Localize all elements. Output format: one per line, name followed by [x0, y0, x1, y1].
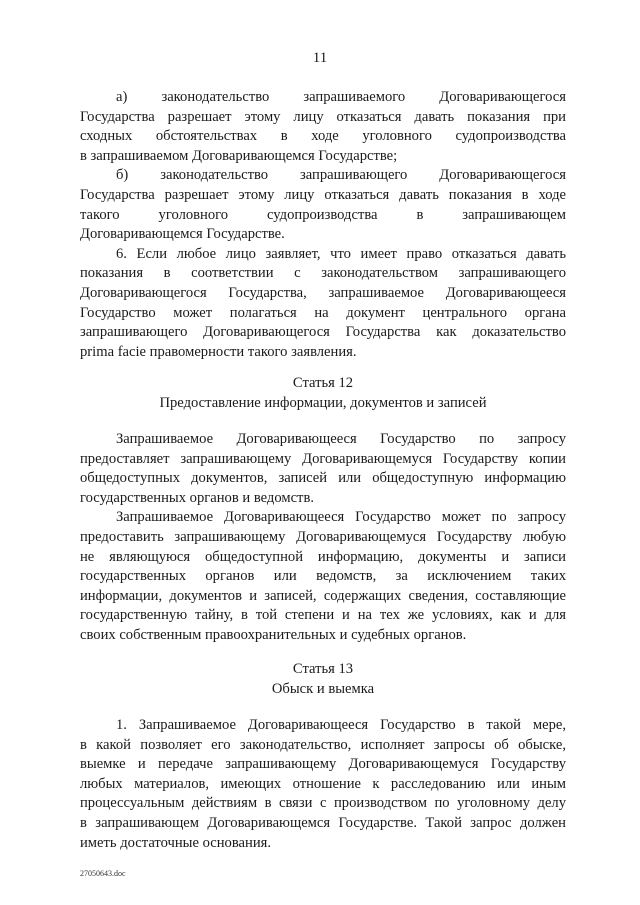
text-line: Запрашиваемое Договаривающееся Государство по запросу	[116, 431, 566, 447]
text-line: предоставляет запрашивающему Договаривающемуся Государству копии	[80, 450, 566, 467]
text-line: государственных органов или ведомств, за исключением таких	[80, 568, 566, 585]
article-title: Обыск и выемка	[271, 680, 375, 697]
text-line: 6. Если любое лицо заявляет, что имеет право отказаться давать	[116, 245, 566, 262]
text-line: информации, документов и записей, содержащих сведения, составляющие	[80, 587, 566, 604]
text-line: своих собственным правоохранительных и судебных органов.	[80, 626, 467, 643]
text-line: любых материалов, имеющих отношение к расследованию или иным	[80, 775, 566, 792]
text-line: сходных обстоятельствах в ходе уголовного судопроизводства	[80, 128, 566, 145]
text-line: Государства разрешает этому лицу отказаться давать показания в ходе	[80, 186, 566, 203]
text-line: государственную тайну, в той степени и на тех же условиях, как и для	[80, 607, 566, 624]
text-line: предоставить запрашивающему Договаривающемуся Государству любую	[80, 528, 566, 545]
page-number: 11	[312, 50, 328, 66]
text-line: в запрашиваемом Договаривающемся Государстве;	[80, 147, 398, 164]
article-13-body	[80, 716, 566, 853]
article-13-heading	[80, 660, 566, 699]
article-number: Статья 13	[292, 661, 354, 677]
text-line: Договаривающегося Государства, запрашиваемое Договаривающееся	[80, 284, 566, 301]
text-line: в какой позволяет его законодательство, исполняет запросы об обыске,	[80, 736, 566, 753]
text-line: показания в соответствии с законодательством запрашивающего	[80, 265, 566, 282]
article-number: Статья 12	[292, 375, 354, 391]
text-line: такого уголовного судопроизводства в запрашивающем	[80, 206, 566, 223]
text-line: Государство может полагаться на документ центрального органа	[80, 304, 566, 321]
text-line: Государства разрешает этому лицу отказаться давать показания при	[80, 108, 566, 125]
file-name-footer: 27050643.doc	[80, 869, 126, 878]
text-line: государственных органов и ведомств.	[80, 489, 314, 506]
text-line: общедоступных документов, записей или общедоступную информацию	[80, 470, 566, 487]
text-line: запрашивающего Договаривающегося Государства как доказательство	[80, 324, 566, 341]
text-line: в запрашивающем Договаривающемся Государстве. Такой запрос должен	[80, 814, 566, 831]
text-line: 1. Запрашиваемое Договаривающееся Государство в такой мере,	[116, 717, 566, 733]
text-line: Запрашиваемое Договаривающееся Государство может по запросу	[116, 509, 566, 526]
text-line: prima facie правомерности такого заявления.	[80, 343, 357, 360]
text-line: б) законодательство запрашивающего Договаривающегося	[116, 167, 566, 184]
article-title: Предоставление информации, документов и записей	[159, 394, 487, 411]
article-12-heading	[80, 374, 566, 413]
text-line: не являющуюся общедоступной информацию, документы и записи	[80, 548, 566, 565]
text-line: выемке и передаче запрашивающему Договаривающемуся Государству	[80, 756, 566, 773]
text-line: а) законодательство запрашиваемого Договаривающегося	[116, 89, 566, 105]
article-12-body	[80, 430, 566, 646]
text-line: иметь достаточные основания.	[80, 834, 272, 851]
text-line: Договаривающемся Государстве.	[80, 226, 285, 243]
article-11-continuation	[80, 88, 566, 362]
text-line: процессуальным действиям в связи с производством по уголовному делу	[80, 795, 566, 812]
